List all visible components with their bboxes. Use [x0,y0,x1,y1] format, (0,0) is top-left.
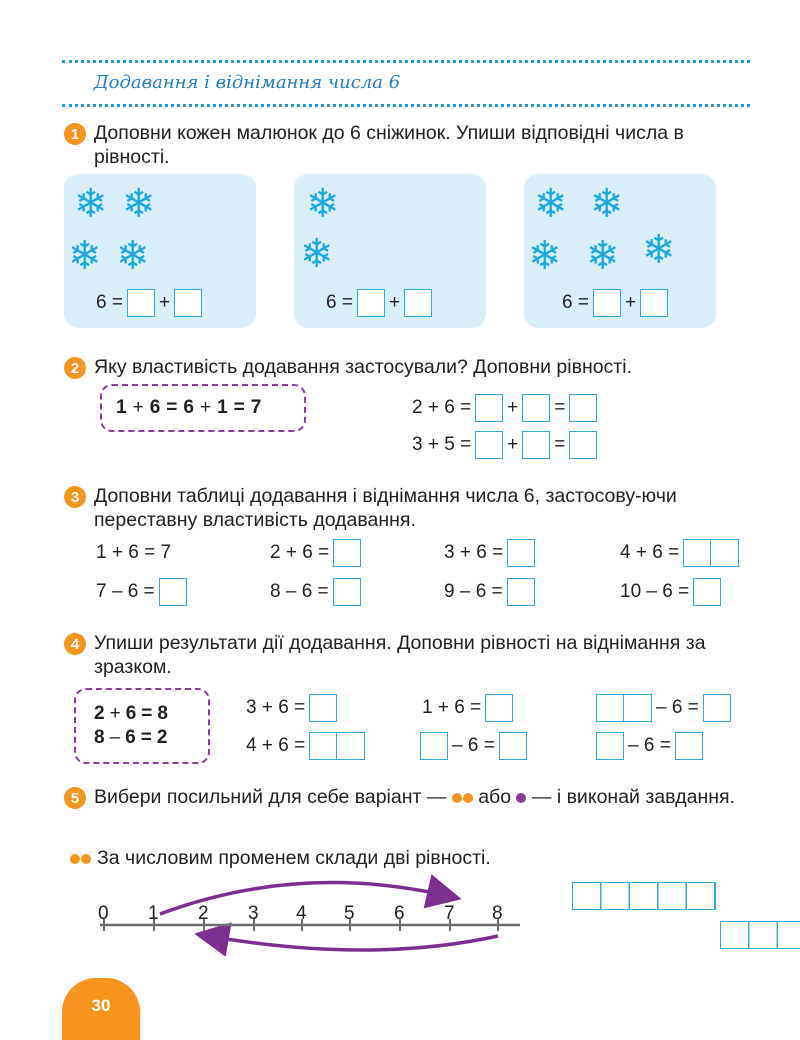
answer-box[interactable] [404,289,432,317]
sample-term: 1 [217,397,228,418]
answer-box[interactable] [357,289,385,317]
task3-text: Доповни таблиці додавання і віднімання числа 6, застосову-ючи переставну властивість додавання. [94,485,677,531]
plus-sign: + [109,703,121,724]
task3-item [96,578,187,606]
answer-box[interactable] [675,732,703,760]
task2-row-2 [412,431,597,459]
task5-subtask-text: За числовим променем склади дві рівності. [97,847,491,869]
equation-text: 10 – 6 = [620,581,690,602]
tick-label: 6 [394,903,405,924]
task-number-1: 1 [64,123,86,145]
equation-text: 3 + 6 = [246,697,306,718]
task4-text: Упиши результати дії додавання. Доповни рівності на віднімання за зразком. [94,632,706,678]
answer-box[interactable] [333,539,361,567]
task4-item [420,732,527,760]
equation-text: 2 + 6 = [270,542,330,563]
minus-sign: – [109,727,121,748]
sample-equation-frame [100,384,306,432]
snowflake-icon: ❄ [122,182,156,226]
equation-text: 6 = [96,292,123,313]
answer-box[interactable] [420,732,448,760]
equals-sign: = [166,397,178,418]
answer-grid-row-1[interactable] [572,882,716,910]
task5-text-part: або [478,786,512,808]
orange-dot-icon [463,793,473,803]
task3-item [270,539,361,567]
answer-box[interactable] [507,539,535,567]
tick-label: 1 [148,903,159,924]
task2-text: Яку властивість додавання застосували? Доповни рівності. [94,356,632,378]
snowflake-icon: ❄ [642,228,676,272]
task5-subtask [70,846,730,870]
snowflake-icon: ❄ [528,234,562,278]
plus-sign: + [624,292,637,313]
tick-label: 4 [296,903,307,924]
task3-item [444,539,535,567]
panel2-equation [326,289,432,317]
plus-sign: + [199,397,212,418]
sample-equation [116,397,261,419]
sample-term: 2 [156,727,168,748]
snowflake-panel-1 [64,174,256,328]
tick-label: 5 [344,903,355,924]
equation-text: 2 + 6 = [412,397,472,418]
orange-dot-icon [452,793,462,803]
snowflake-icon: ❄ [534,182,568,226]
snowflake-icon: ❄ [586,234,620,278]
plus-sign: + [158,292,171,313]
plus-sign: + [507,434,519,455]
answer-box[interactable] [174,289,202,317]
tick-label: 0 [98,903,109,924]
equation-text: 4 + 6 = [620,542,680,563]
sample-term: 6 [149,397,161,418]
equals-sign: = [233,397,245,418]
task-number-3: 3 [64,486,86,508]
task4-item [596,732,703,760]
sample-term: 1 [116,397,127,418]
equation-text: – 6 = [628,735,671,756]
answer-box[interactable] [159,578,187,606]
sample-term: 6 [183,397,194,418]
equals-sign: = [554,434,566,455]
tick-label: 3 [248,903,259,924]
bottom-dotted-rule [62,104,750,107]
snowflake-icon: ❄ [306,182,340,226]
answer-box[interactable] [127,289,155,317]
answer-box[interactable] [475,431,503,459]
answer-box[interactable] [640,289,668,317]
task3-item [620,539,739,567]
page-number: 30 [62,978,140,1040]
snowflake-panel-3 [524,174,716,328]
answer-box[interactable] [569,394,597,422]
snowflake-icon: ❄ [74,182,108,226]
sample-term: 6 [125,727,136,748]
orange-dot-icon [70,854,80,864]
snowflake-panel-2 [294,174,486,328]
task-number-2: 2 [64,357,86,379]
task4-item [246,694,337,722]
answer-box[interactable] [485,694,513,722]
answer-box-double[interactable] [309,732,365,760]
plus-sign: + [388,292,401,313]
snowflake-icon: ❄ [590,182,624,226]
answer-box-double[interactable] [683,539,739,567]
answer-grid-row-2[interactable] [720,921,800,949]
task4-item [596,694,731,722]
answer-box[interactable] [522,431,550,459]
sample-term: 8 [157,703,168,724]
sample-term: 8 [94,727,105,748]
task2-row-1 [412,394,597,422]
equation-text: 1 + 6 = 7 [96,542,172,563]
answer-box[interactable] [475,394,503,422]
task-number-5: 5 [64,787,86,809]
orange-dot-icon [81,854,91,864]
task5-text-part: Вибери посильний для себе варіант — [94,786,447,808]
answer-box[interactable] [499,732,527,760]
task3-item [270,578,361,606]
answer-box[interactable] [596,732,624,760]
answer-box[interactable] [507,578,535,606]
equation-text: 4 + 6 = [246,735,306,756]
snowflake-icon: ❄ [116,234,150,278]
equals-sign: = [141,703,153,724]
plus-sign: + [132,397,144,418]
answer-box[interactable] [593,289,621,317]
section-title: Додавання і віднімання числа 6 [94,72,401,93]
answer-box[interactable] [703,694,731,722]
answer-box[interactable] [333,578,361,606]
arrow-back [208,936,498,950]
tick-label: 8 [492,903,503,924]
equation-text: 3 + 5 = [412,434,472,455]
sample-term: 7 [250,397,262,418]
task1-text: Доповни кожен малюнок до 6 сніжинок. Упиши відповідні числа в рівності. [94,122,684,168]
answer-box[interactable] [522,394,550,422]
equals-sign: = [140,727,152,748]
equation-text: 8 – 6 = [270,581,329,602]
task4-item [246,732,365,760]
sample-equation-frame [74,688,210,764]
snowflake-icon: ❄ [300,232,334,276]
top-dotted-rule [62,60,750,63]
sample-term: 2 [94,703,105,724]
tick-label: 2 [198,903,209,924]
equation-text: 7 – 6 = [96,581,155,602]
equation-text: – 6 = [656,697,699,718]
panel3-equation [562,289,668,317]
task5-text [94,785,754,809]
task4-item [422,694,513,722]
panel1-equation [96,289,202,317]
answer-box-double[interactable] [596,694,652,722]
equation-text: 9 – 6 = [444,581,503,602]
equation-text: 3 + 6 = [444,542,504,563]
answer-box[interactable] [693,578,721,606]
sample-term: 6 [125,703,137,724]
equation-text: 6 = [562,292,589,313]
equals-sign: = [554,397,566,418]
task-number-4: 4 [64,633,86,655]
tick-label: 7 [444,903,455,924]
task3-item [96,539,171,567]
sample-equations [94,702,168,750]
plus-sign: + [507,397,519,418]
answer-box[interactable] [309,694,337,722]
answer-box[interactable] [569,431,597,459]
task3-item [620,578,721,606]
equation-text: – 6 = [452,735,495,756]
equation-text: 1 + 6 = [422,697,482,718]
task5-text-part: — і виконай завдання. [531,786,736,808]
snowflake-icon: ❄ [68,234,102,278]
task3-item [444,578,535,606]
purple-dot-icon [516,793,526,803]
equation-text: 6 = [326,292,353,313]
